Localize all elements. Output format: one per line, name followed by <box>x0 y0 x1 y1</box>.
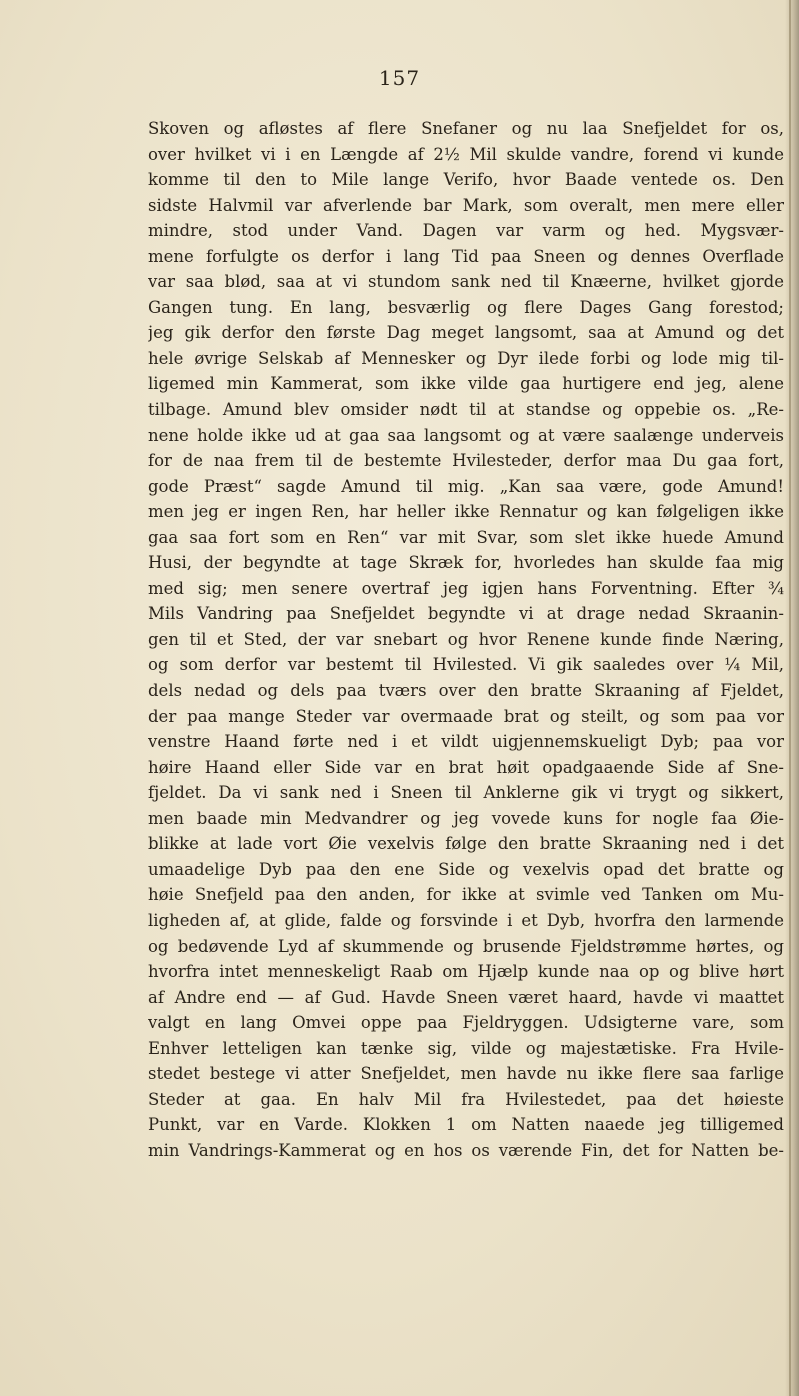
text-line: høie Snefjeld paa den anden, for ikke at svimle ved Tanken om Mu- <box>148 885 784 905</box>
page-edge-line <box>789 0 791 1396</box>
text-line: min Vandrings-Kammerat og en hos os værende Fin, det for Natten be- <box>148 1140 784 1160</box>
text-line: hvorfra intet menneskeligt Raab om Hjælp kunde naa op og blive hørt <box>148 962 784 982</box>
text-line: over hvilket vi i en Længde af 2½ Mil skulde vandre, forend vi kunde <box>148 144 784 164</box>
text-line: mindre, stod under Vand. Dagen var varm og hed. Mygsvær- <box>148 221 784 241</box>
text-line: gen til et Sted, der var snebart og hvor Renene kunde finde Næring, <box>148 629 784 649</box>
text-line: med sig; men senere overtraf jeg igjen hans Forventning. Efter ¾ <box>148 578 784 598</box>
text-line: nene holde ikke ud at gaa saa langsomt og at være saalænge underveis <box>148 425 784 445</box>
text-line: Husi, der begyndte at tage Skræk for, hvorledes han skulde faa mig <box>148 553 784 573</box>
text-line: gode Præst“ sagde Amund til mig. „Kan saa være, gode Amund! <box>148 476 784 496</box>
text-line: sidste Halvmil var afverlende bar Mark, som overalt, men mere eller <box>148 195 784 215</box>
text-line: ligheden af, at glide, falde og forsvinde i et Dyb, hvorfra den larmende <box>148 910 784 930</box>
text-line: men baade min Medvandrer og jeg vovede kuns for nogle faa Øie- <box>148 808 784 828</box>
page-edge-shadow <box>785 0 799 1396</box>
text-line: Skoven og afløstes af flere Snefaner og nu laa Snefjeldet for os, <box>148 119 784 138</box>
text-line: tilbage. Amund blev omsider nødt til at standse og oppebie os. „Re- <box>148 400 784 420</box>
text-line: dels nedad og dels paa tværs over den bratte Skraaning af Fjeldet, <box>148 681 784 701</box>
text-line: venstre Haand førte ned i et vildt uigjennemskueligt Dyb; paa vor <box>148 732 784 752</box>
body-text <box>148 116 784 1163</box>
text-line: mene forfulgte os derfor i lang Tid paa Sneen og dennes Overflade <box>148 246 784 266</box>
text-line: fjeldet. Da vi sank ned i Sneen til Anklerne gik vi trygt og sikkert, <box>148 783 784 803</box>
text-line: høire Haand eller Side var en brat høit opadgaaende Side af Sne- <box>148 757 784 777</box>
page-number: 157 <box>378 66 421 90</box>
text-line: og som derfor var bestemt til Hvilested. Vi gik saaledes over ¼ Mil, <box>148 655 784 675</box>
text-line: jeg gik derfor den første Dag meget langsomt, saa at Amund og det <box>148 323 784 343</box>
text-line: umaadelige Dyb paa den ene Side og vexelvis opad det bratte og <box>148 859 784 879</box>
text-line: var saa blød, saa at vi stundom sank ned til Knæerne, hvilket gjorde <box>148 272 784 292</box>
text-line: gaa saa fort som en Ren“ var mit Svar, som slet ikke huede Amund <box>148 527 784 547</box>
text-line: ligemed min Kammerat, som ikke vilde gaa hurtigere end jeg, alene <box>148 374 784 394</box>
text-line: Mils Vandring paa Snefjeldet begyndte vi at drage nedad Skraanin- <box>148 604 784 624</box>
text-line: blikke at lade vort Øie vexelvis følge den bratte Skraaning ned i det <box>148 834 784 854</box>
text-line: Enhver letteligen kan tænke sig, vilde og majestætiske. Fra Hvile- <box>148 1038 784 1058</box>
text-line: af Andre end — af Gud. Havde Sneen været haard, havde vi maattet <box>148 987 784 1007</box>
text-line: komme til den to Mile lange Verifo, hvor Baade ventede os. Den <box>148 170 784 190</box>
text-line: Gangen tung. En lang, besværlig og flere Dages Gang forestod; <box>148 297 784 317</box>
text-line: men jeg er ingen Ren, har heller ikke Rennatur og kan følgeligen ikke <box>148 502 784 522</box>
text-line: Punkt, var en Varde. Klokken 1 om Natten naaede jeg tilligemed <box>148 1115 784 1135</box>
text-line: og bedøvende Lyd af skummende og brusende Fjeldstrømme hørtes, og <box>148 936 784 956</box>
text-line: hele øvrige Selskab af Mennesker og Dyr ilede forbi og lode mig til- <box>148 348 784 368</box>
text-line: der paa mange Steder var overmaade brat og steilt, og som paa vor <box>148 706 784 726</box>
text-line: stedet bestege vi atter Snefjeldet, men havde nu ikke flere saa farlige <box>148 1064 784 1084</box>
text-line: valgt en lang Omvei oppe paa Fjeldryggen. Udsigterne vare, som <box>148 1013 784 1033</box>
text-line: Steder at gaa. En halv Mil fra Hvilestedet, paa det høieste <box>148 1089 784 1109</box>
text-line: for de naa frem til de bestemte Hvilesteder, derfor maa Du gaa fort, <box>148 451 784 471</box>
